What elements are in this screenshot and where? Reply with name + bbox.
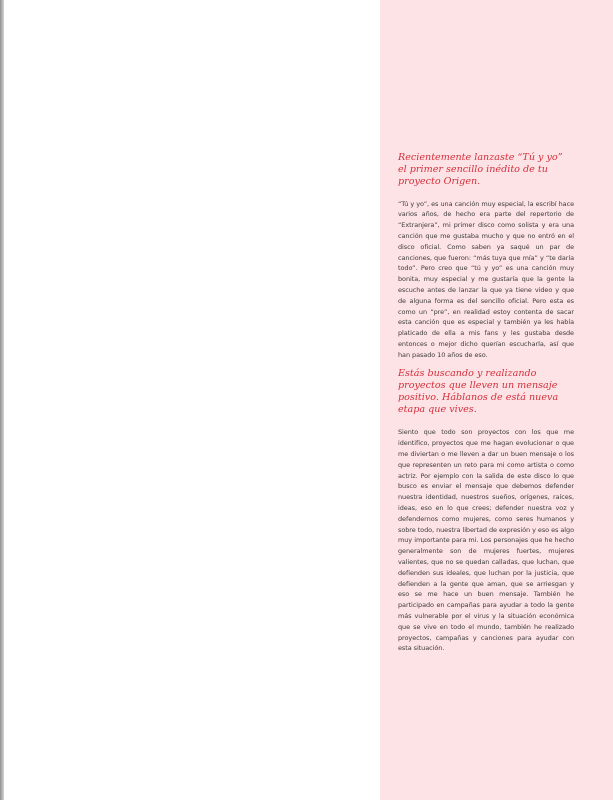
- answer-paragraph-2: Siento que todo son proyectos con los que me identifico, proyectos que me hagan evolucionar o que me diviertan o me lleven a dar un buen mensaje o los que representen un reto para mi como artista o como actriz. Por ejemplo con la salida de este disco lo que busco es enviar el mensaje que debemos defender nuestra identidad, nuestros sueños, orígenes, raíces, ideas, eso en lo que crees; defender nuestra voz y defendernos como mujeres, como seres humanos y sobre todo, nuestra libertad de expresión y eso es algo muy importante para mi. Los personajes que he hecho generalmente son de mujeres fuertes, mujeres valientes, que no se quedan calladas, que luchan, que defienden sus ideales, que luchan por la justicia, que defienden a la gente que aman, que se arriesgan y eso se me hace un buen mensaje. También he participado en campañas para ayudar a todo la gente más vulnerable por el virus y la situación económica que se vive en todo el mundo, también he realizado proyectos, campañas y canciones para ayudar con esta situación.: [398, 428, 574, 653]
- page-edge-shadow: [0, 0, 4, 800]
- answer-paragraph-1: “Tú y yo”, es una canción muy especial, la escribí hace varios años, de hecho era parte del repertorio de “Extranjera”, mi primer disco como solista y era una canción que me gustaba mucho y que no entró en el disco oficial. Como saben ya saqué un par de canciones, que fueron: “más tuya que mía” y “te daría todo”. Pero creo que “tú y yo” es una canción muy bonita, muy especial y me gustaría que la gente la escuche antes de lanzar la que ya tiene video y que de alguna forma es del sencillo oficial. Pero esta es como un “pre”, en realidad estoy contenta de sacar esta canción que es especial y también ya les había platicado de ella a mis fans y les gustaba desde entonces o mejor dicho querían escucharla, así que han pasado 10 años de eso.: [398, 199, 574, 359]
- question-heading-1: Recientemente lanzaste “Tú y yo” el primer sencillo inédito de tu proyecto Origen.: [398, 152, 563, 188]
- article-column: [398, 152, 574, 654]
- question-heading-2: Estás buscando y realizando proyectos que lleven un mensaje positivo. Háblanos de está nueva etapa que vives.: [398, 367, 559, 416]
